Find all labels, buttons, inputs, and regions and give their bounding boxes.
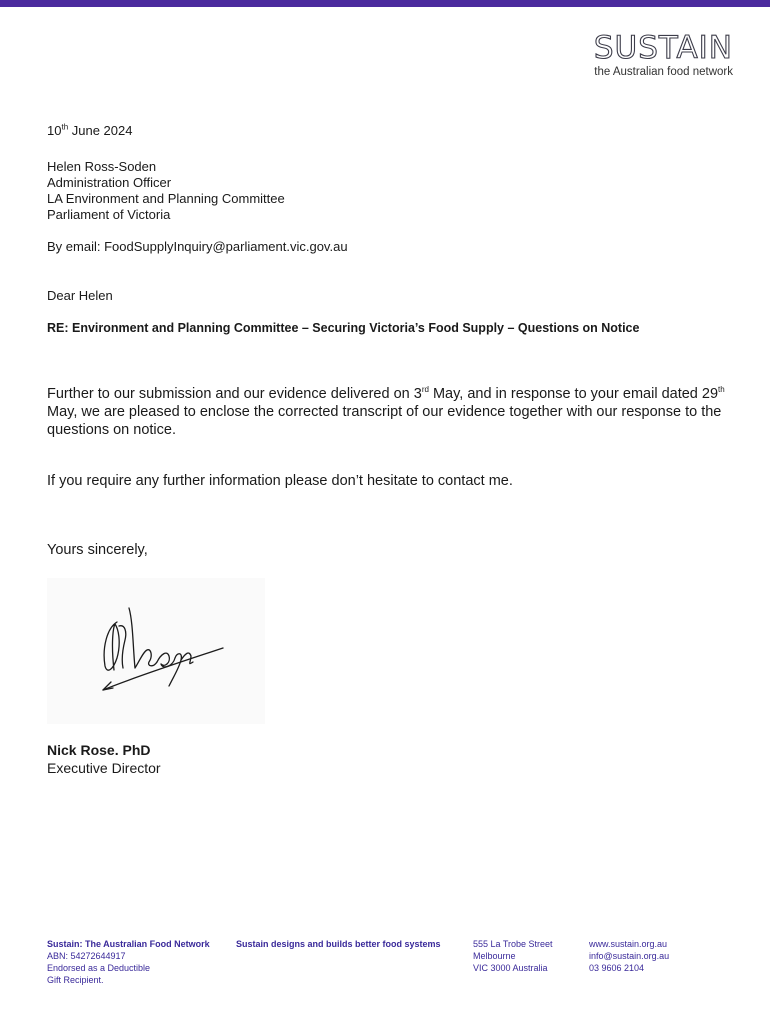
footer-phone: 03 9606 2104 xyxy=(589,963,645,973)
footer-contact xyxy=(589,938,669,974)
footer-org-name: Sustain: The Australian Food Network xyxy=(47,939,210,949)
footer-abn: ABN: 54272644917 xyxy=(47,951,126,961)
closing: Yours sincerely, xyxy=(47,542,148,558)
recipient-line: LA Environment and Planning Committee xyxy=(47,191,285,206)
subject-line: RE: Environment and Planning Committee – Securing Victoria’s Food Supply – Questions on Notice xyxy=(47,321,640,335)
signer-title: Executive Director xyxy=(47,760,161,776)
footer-email-link[interactable]: info@sustain.org.au xyxy=(589,951,670,961)
recipient-line: Helen Ross-Soden xyxy=(47,159,157,174)
sustain-logo xyxy=(563,32,733,78)
footer-address-line: Melbourne xyxy=(473,951,516,961)
handwritten-signature xyxy=(47,578,265,724)
footer-motto-block xyxy=(236,938,441,950)
footer-endorsed-line: Endorsed as a Deductible xyxy=(47,963,151,973)
body-paragraph-1: Further to our submission and our evidence delivered on 3rd May, and in response to your email dated 29th May, we are pleased to enclose the corrected transcript of our evidence together with our response to the questions on notice. xyxy=(47,385,725,438)
footer-motto: Sustain designs and builds better food systems xyxy=(236,939,441,949)
salutation: Dear Helen xyxy=(47,288,113,303)
footer-address xyxy=(473,938,553,974)
recipient-address xyxy=(47,159,285,223)
logo-wordmark: SUSTAIN xyxy=(593,30,733,66)
signer-name: Nick Rose. PhD xyxy=(47,742,151,758)
footer-address-line: 555 La Trobe Street xyxy=(473,939,553,949)
recipient-line: Administration Officer xyxy=(47,175,172,190)
email-line: By email: FoodSupplyInquiry@parliament.vic.gov.au xyxy=(47,239,348,254)
signature-image xyxy=(47,578,265,724)
footer-organisation xyxy=(47,938,210,986)
footer-address-line: VIC 3000 Australia xyxy=(473,963,548,973)
top-accent-bar xyxy=(0,0,770,7)
letter-date: 10th June 2024 xyxy=(47,122,133,138)
footer-website-link[interactable]: www.sustain.org.au xyxy=(589,939,668,949)
footer-endorsed-line: Gift Recipient. xyxy=(47,975,104,985)
recipient-line: Parliament of Victoria xyxy=(47,207,171,222)
body-paragraph-2: If you require any further information please don’t hesitate to contact me. xyxy=(47,473,513,489)
logo-tagline: the Australian food network xyxy=(594,66,733,78)
